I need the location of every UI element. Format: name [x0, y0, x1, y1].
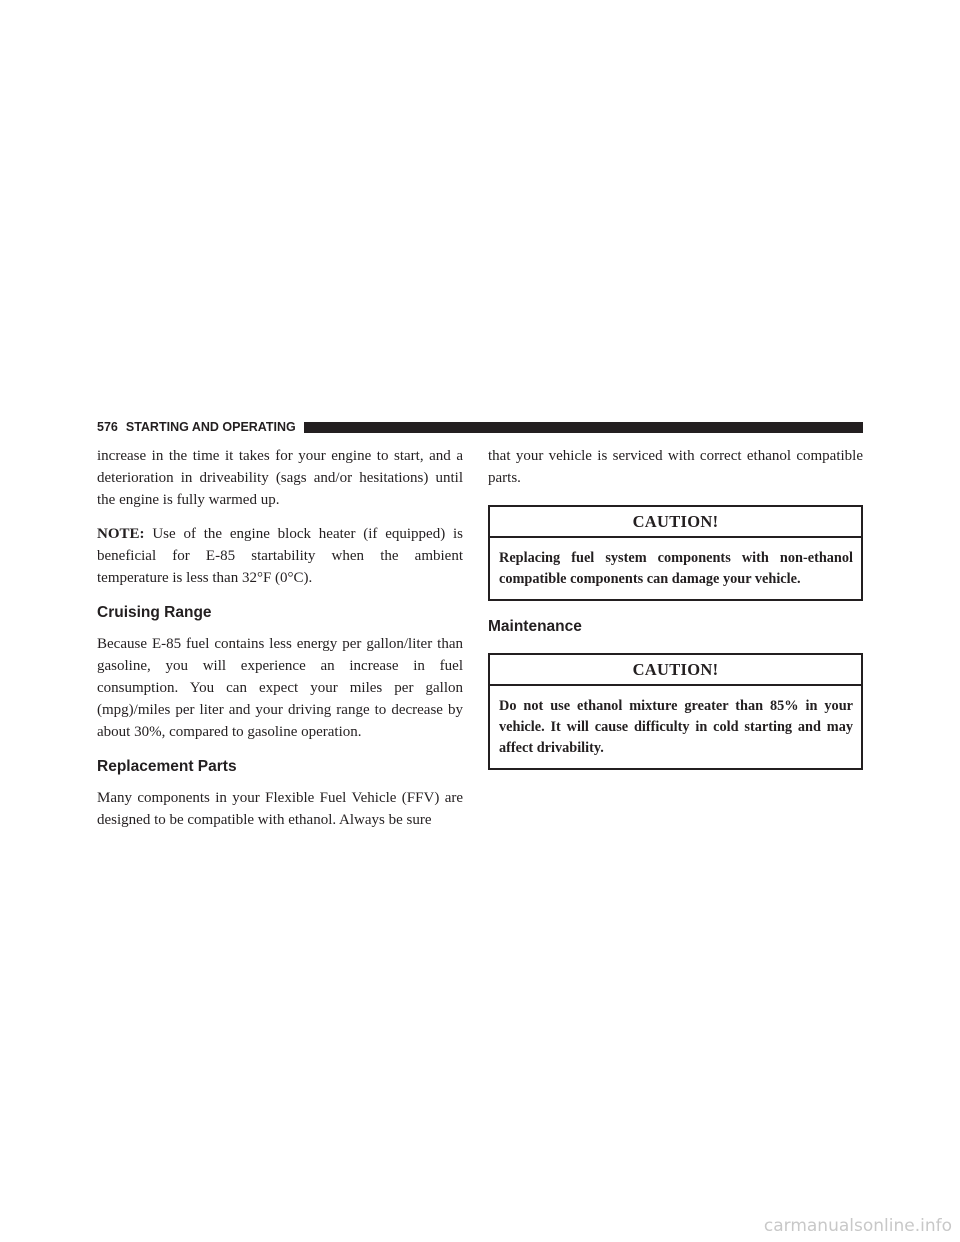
left-column [97, 445, 463, 843]
watermark: carmanualsonline.info [763, 1216, 952, 1236]
caution-title: CAUTION! [490, 655, 861, 686]
caution-body: Replacing fuel system components with non-ethanol compatible components can damage your vehicle. [499, 550, 853, 587]
page-header [97, 420, 863, 434]
right-column [488, 445, 863, 786]
heading-replacement-parts: Replacement Parts [97, 758, 237, 775]
caution-box-fuel-system [488, 505, 863, 601]
paragraph-warmup: increase in the time it takes for your engine to start, and a deterioration in driveability (sags and/or hesitations) until the engine is fully warmed up. [97, 448, 463, 508]
caution-title: CAUTION! [490, 507, 861, 538]
paragraph-cruising-range: Because E-85 fuel contains less energy per gallon/liter than gasoline, you will experience an increase in fuel consumption. You can expect your miles per gallon (mpg)/miles per liter and your driving range to decrease by about 30%, compared to gasoline operation. [97, 636, 463, 740]
note-text: Use of the engine block heater (if equipped) is beneficial for E-85 startability when the ambient temperature is less than 32°F (0°C). [97, 526, 463, 586]
note-paragraph [97, 523, 463, 589]
heading-maintenance: Maintenance [488, 618, 582, 635]
heading-cruising-range: Cruising Range [97, 604, 212, 621]
paragraph-replacement-parts: Many components in your Flexible Fuel Vehicle (FFV) are designed to be compatible with ethanol. Always be sure [97, 790, 463, 828]
page-number: 576 [97, 420, 118, 434]
caution-box-ethanol-mixture [488, 653, 863, 770]
caution-body: Do not use ethanol mixture greater than 85% in your vehicle. It will cause difficulty in cold starting and may affect drivability. [499, 698, 853, 756]
header-rule [304, 422, 863, 433]
section-title: STARTING AND OPERATING [125, 420, 296, 434]
note-label: NOTE: [97, 526, 145, 542]
paragraph-continued: that your vehicle is serviced with correct ethanol compatible parts. [488, 448, 863, 486]
